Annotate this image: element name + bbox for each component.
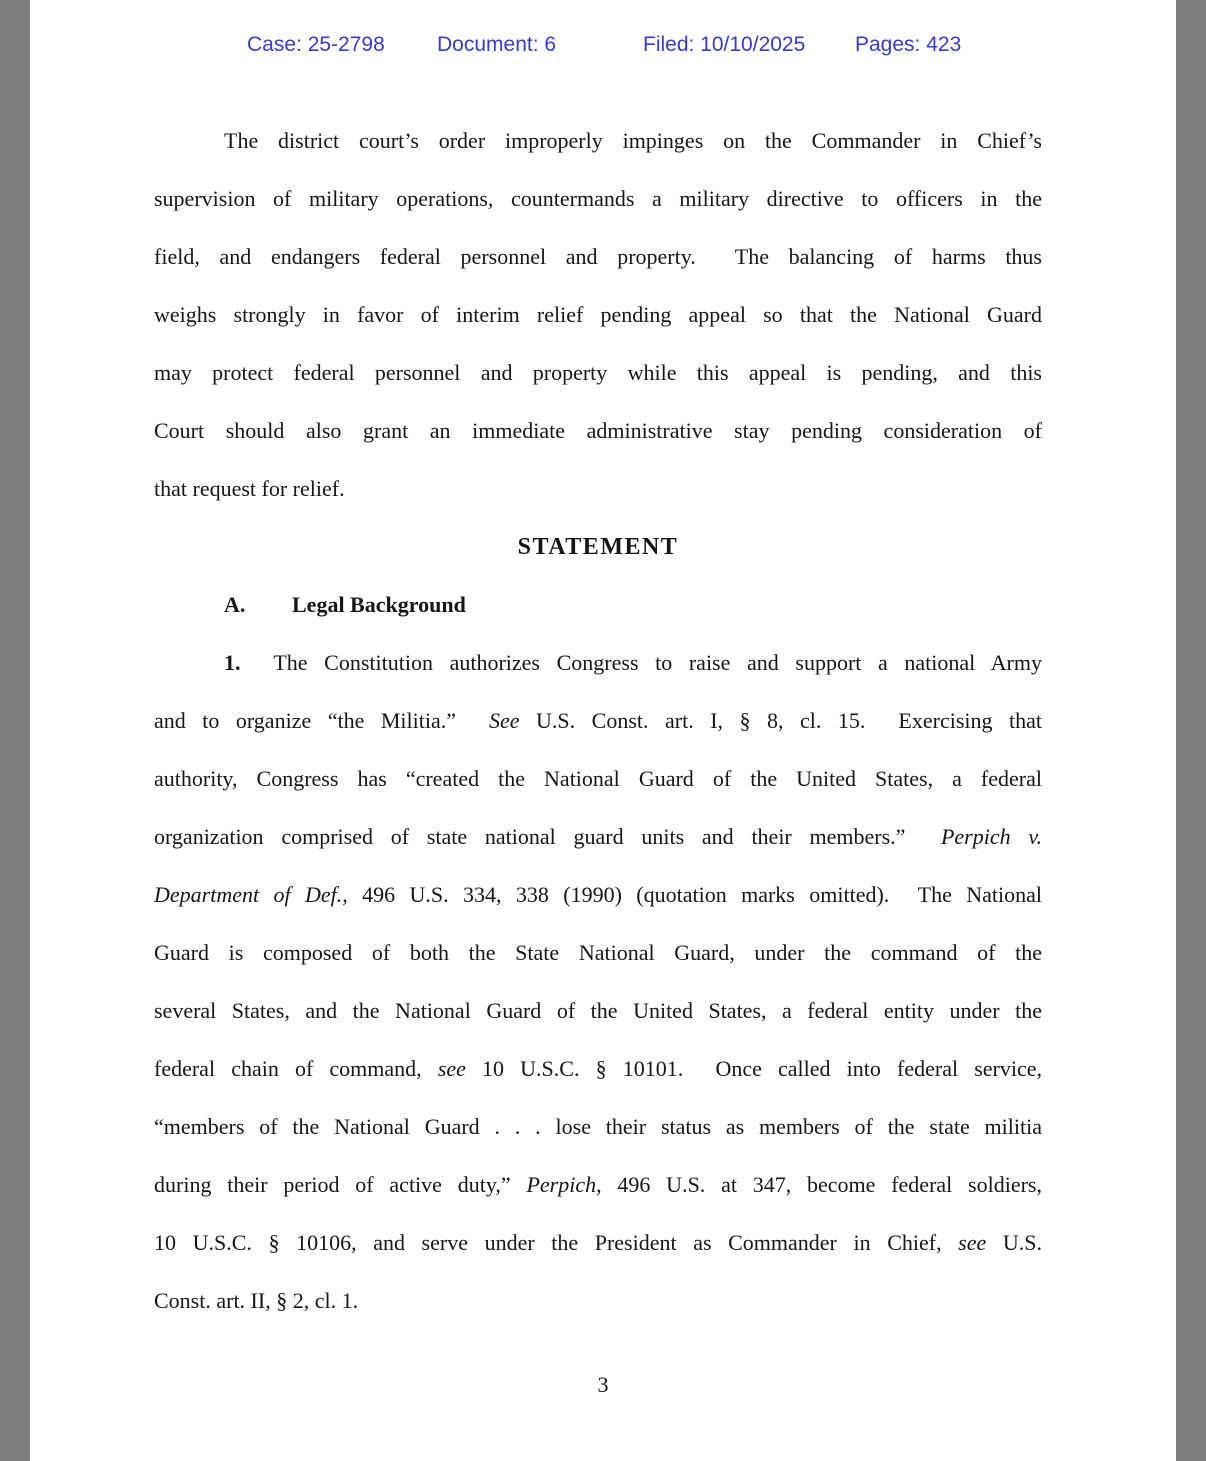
text-segment: U.S. Const. art. I, § 8, cl. 15. Exercising that xyxy=(519,708,1042,733)
text-segment: that request for relief. xyxy=(154,476,345,501)
document-line xyxy=(154,924,1042,982)
text-segment: The district court’s order improperly impinges on the Commander in Chief’s xyxy=(224,128,1042,153)
text-segment: federal chain of command, xyxy=(154,1056,438,1081)
document-line xyxy=(154,808,1042,866)
text-segment: organization comprised of state national guard units and their members.” xyxy=(154,824,941,849)
text-segment: field, and endangers federal personnel and property. The balancing of harms thus xyxy=(154,244,1042,269)
text-segment: Perpich v. xyxy=(940,824,1042,849)
stamp-case-number: Case: 25-2798 xyxy=(247,33,385,56)
document-line xyxy=(154,576,1042,634)
document-line xyxy=(154,982,1042,1040)
text-segment: A. xyxy=(224,592,246,617)
document-line xyxy=(154,750,1042,808)
text-segment: Const. art. II, § 2, cl. 1. xyxy=(154,1288,359,1313)
text-segment: STATEMENT xyxy=(517,534,679,560)
page-number: 3 xyxy=(597,1372,609,1397)
document-line xyxy=(154,1156,1042,1214)
document-line xyxy=(154,1098,1042,1156)
document-line xyxy=(154,228,1042,286)
document-line xyxy=(154,460,1042,518)
text-segment: may protect federal personnel and property while this appeal is pending, and this xyxy=(154,360,1042,385)
court-stamp-header xyxy=(30,33,1176,63)
text-segment: , 496 U.S. 334, 338 (1990) (quotation marks omitted). The National xyxy=(342,882,1042,907)
text-segment: The Constitution authorizes Congress to raise and support a national Army xyxy=(240,650,1042,675)
text-segment: Perpich xyxy=(526,1172,597,1197)
viewer-gutter-left xyxy=(0,0,30,1461)
document-page xyxy=(30,0,1176,1461)
text-segment: supervision of military operations, countermands a military directive to officers in the xyxy=(154,186,1042,211)
text-segment: Legal Background xyxy=(292,592,466,617)
stamp-pages-count: Pages: 423 xyxy=(855,33,962,56)
text-segment: 10 U.S.C. § 10106, and serve under the President as Commander in Chief, xyxy=(154,1230,959,1255)
document-body xyxy=(154,112,1042,1330)
text-segment: several States, and the National Guard of the United States, a federal entity under the xyxy=(154,998,1042,1023)
document-line xyxy=(154,1040,1042,1098)
document-line xyxy=(154,112,1042,170)
text-segment: U.S. xyxy=(986,1230,1042,1255)
text-segment: 1. xyxy=(224,650,241,675)
text-segment: Guard is composed of both the State National Guard, under the command of the xyxy=(154,940,1042,965)
text-segment: , 496 U.S. at 347, become federal soldiers, xyxy=(596,1172,1042,1197)
document-line xyxy=(154,402,1042,460)
stamp-filed-date: Filed: 10/10/2025 xyxy=(643,33,806,56)
text-segment: “members of the National Guard . . . lose their status as members of the state militia xyxy=(154,1114,1042,1139)
stamp-document-number: Document: 6 xyxy=(437,33,557,56)
document-line xyxy=(154,692,1042,750)
text-segment: and to organize “the Militia.” xyxy=(154,708,490,733)
document-line xyxy=(154,286,1042,344)
document-line xyxy=(154,634,1042,692)
text-segment: Department of Def. xyxy=(154,882,343,907)
text-segment: during their period of active duty,” xyxy=(154,1172,527,1197)
document-line xyxy=(154,344,1042,402)
text-segment: weighs strongly in favor of interim relief pending appeal so that the National Guard xyxy=(154,302,1042,327)
document-line xyxy=(154,1214,1042,1272)
text-segment: See xyxy=(489,708,520,733)
document-line xyxy=(154,170,1042,228)
text-segment: see xyxy=(437,1056,466,1081)
viewer-gutter-right xyxy=(1176,0,1206,1461)
document-line xyxy=(154,866,1042,924)
document-line xyxy=(154,518,1042,576)
text-segment: see xyxy=(958,1230,987,1255)
text-segment: Court should also grant an immediate administrative stay pending consideration of xyxy=(154,418,1042,443)
document-line xyxy=(154,1272,1042,1330)
text-segment: 10 U.S.C. § 10101. Once called into federal service, xyxy=(465,1056,1043,1081)
text-segment: authority, Congress has “created the National Guard of the United States, a federal xyxy=(154,766,1042,791)
